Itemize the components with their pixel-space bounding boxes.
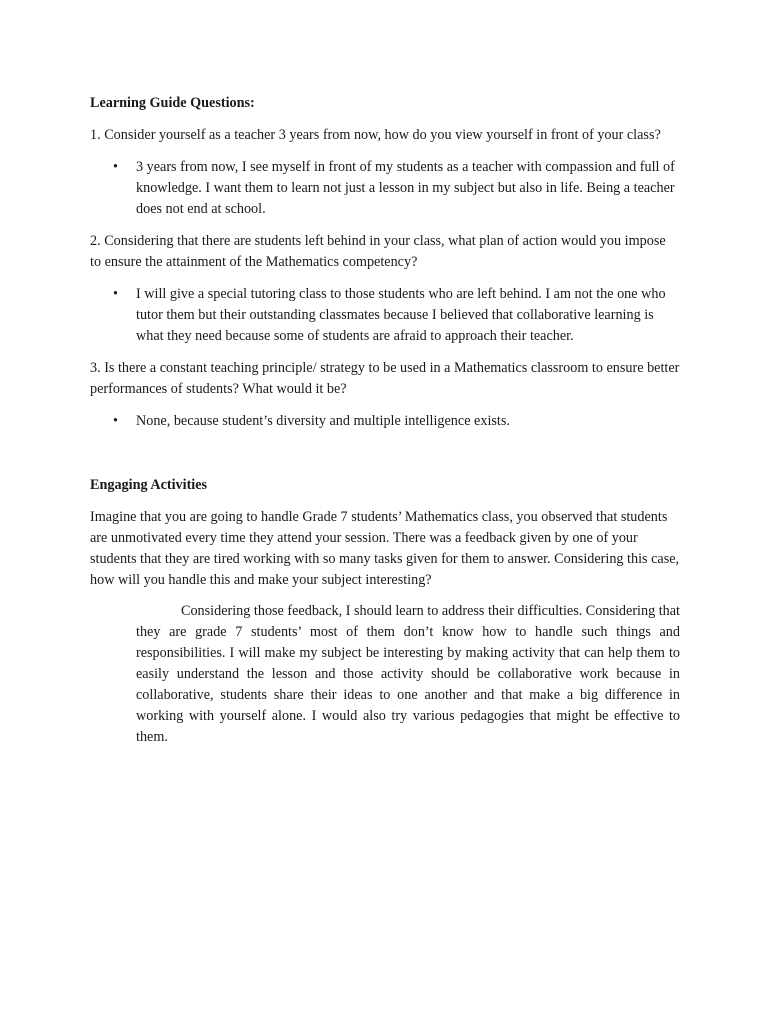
answer-2 (90, 284, 680, 347)
answer-1 (90, 157, 680, 220)
answer-1-text: 3 years from now, I see myself in front of my students as a teacher with compassion and full of knowledge. I want them to learn not just a lesson in my subject but also in life. Being a teacher does not end at school. (136, 159, 675, 217)
document-page (90, 93, 680, 748)
section-spacer (90, 443, 680, 475)
question-1: 1. Consider yourself as a teacher 3 years from now, how do you view yourself in front of your class? (90, 127, 661, 143)
answer-list-2 (90, 284, 680, 347)
answer-3 (90, 411, 680, 432)
question-3: 3. Is there a constant teaching principle/ strategy to be used in a Mathematics classroom to ensure better performances of students? What would it be? (90, 360, 680, 397)
question-2: 2. Considering that there are students left behind in your class, what plan of action would you impose to ensure the attainment of the Mathematics competency? (90, 233, 666, 270)
answer-2-text: I will give a special tutoring class to those students who are left behind. I am not the one who tutor them but their outstanding classmates because I believed that collaborative learning is what they need because some of students are afraid to approach their teacher. (136, 286, 666, 344)
answer-list-3 (90, 411, 680, 432)
bullet-icon: • (113, 159, 118, 175)
answer-list-1 (90, 157, 680, 220)
answer-3-text: None, because student’s diversity and multiple intelligence exists. (136, 413, 510, 429)
scenario-paragraph: Imagine that you are going to handle Grade 7 students’ Mathematics class, you observed that students are unmotivated every time they attend your session. There was a feedback given by one of your students that they are tired working with so many tasks given for them to answer. Considering this case, how will you handle this and make your subject interesting? (90, 509, 680, 588)
bullet-icon: • (113, 413, 118, 429)
response-paragraph: Considering those feedback, I should learn to address their difficulties. Considering that they are grade 7 students’ most of them don’t know how to handle such things and responsibilities. I will make my subject be interesting by making activity that can help them to easily understand the lesson and those activity should be collaborative work because in collaborative, students share their ideas to one another and that make a big difference in working with yourself alone. I would also try various pedagogies that might be effective to them. (136, 603, 680, 745)
learning-guide-heading: Learning Guide Questions: (90, 95, 255, 111)
engaging-activities-heading: Engaging Activities (90, 477, 208, 493)
bullet-icon: • (113, 286, 118, 302)
